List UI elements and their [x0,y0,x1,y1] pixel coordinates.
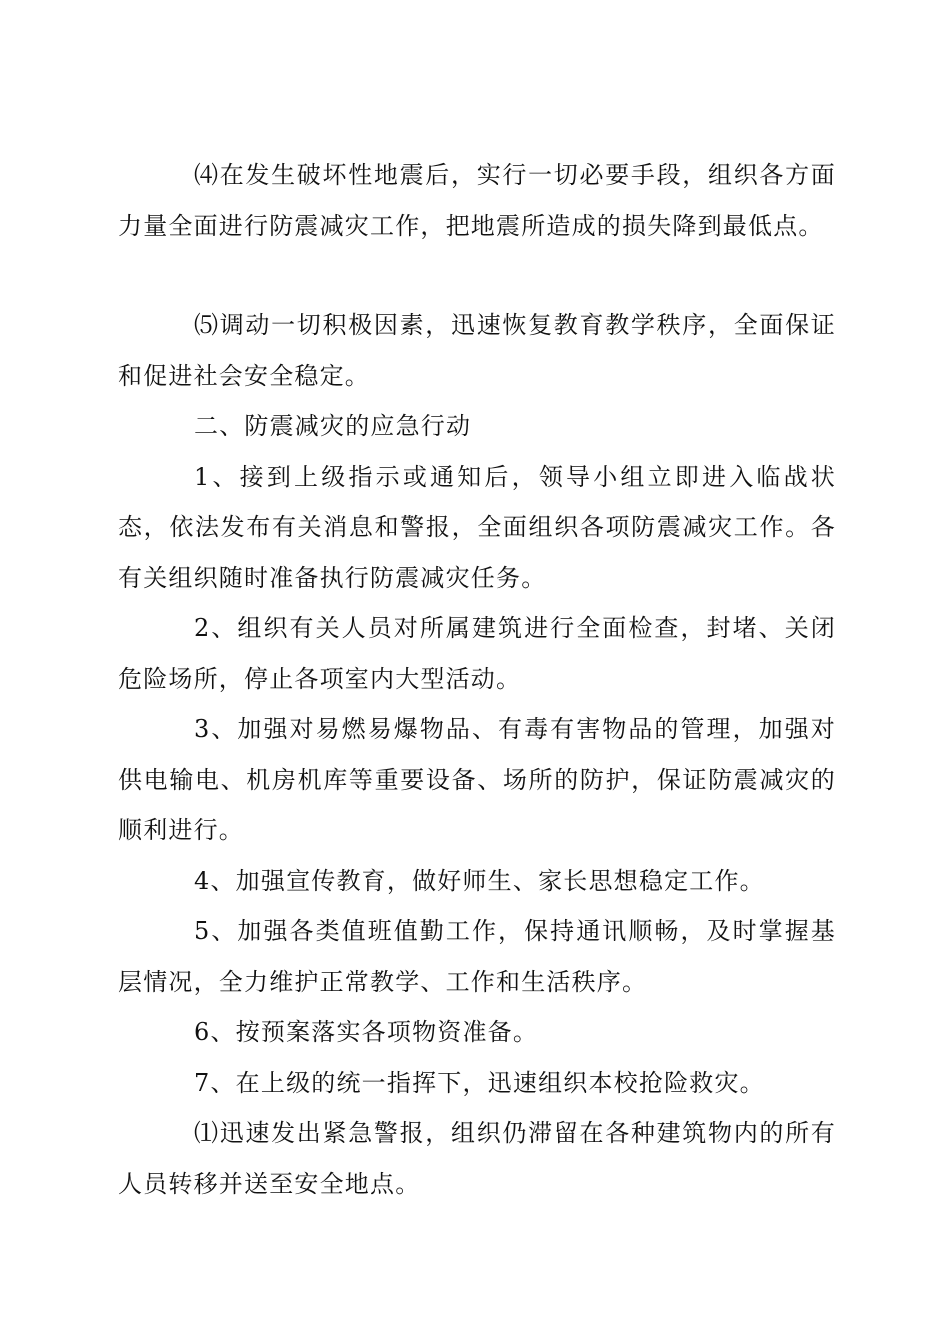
paragraph-step-2: 2、组织有关人员对所属建筑进行全面检查，封堵、关闭危险场所，停止各项室内大型活动。 [118,614,836,693]
paragraph-step-4: 4、加强宣传教育，做好师生、家长思想稳定工作。 [194,866,765,895]
paragraph-step-5: 5、加强各类值班值勤工作，保持通讯顺畅，及时掌握基层情况，全力维护正常教学、工作和生活秩序。 [118,917,836,996]
paragraph-step-1: 1、接到上级指示或通知后，领导小组立即进入临战状态，依法发布有关消息和警报，全面组织各项防震减灾工作。各有关组织随时准备执行防震减灾任务。 [118,462,836,592]
paragraph-item-5: ⑸调动一切积极因素，迅速恢复教育教学秩序，全面保证和促进社会安全稳定。 [118,311,836,390]
paragraph-item-4: ⑷在发生破坏性地震后，实行一切必要手段，组织各方面力量全面进行防震减灾工作，把地震所造成的损失降到最低点。 [118,161,836,240]
paragraph-step-3: 3、加强对易燃易爆物品、有毒有害物品的管理，加强对供电输电、机房机库等重要设备、场所的防护，保证防震减灾的顺利进行。 [118,715,836,844]
paragraph-step-7: 7、在上级的统一指挥下，迅速组织本校抢险救灾。 [194,1068,765,1097]
paragraph-sub-item-1: ⑴迅速发出紧急警报，组织仍滞留在各种建筑物内的所有人员转移并送至安全地点。 [118,1119,836,1198]
paragraph-step-6: 6、按预案落实各项物资准备。 [194,1018,539,1046]
document-body [118,150,836,1209]
section-heading: 二、防震减灾的应急行动 [194,412,472,440]
paragraph-gap [118,251,836,300]
